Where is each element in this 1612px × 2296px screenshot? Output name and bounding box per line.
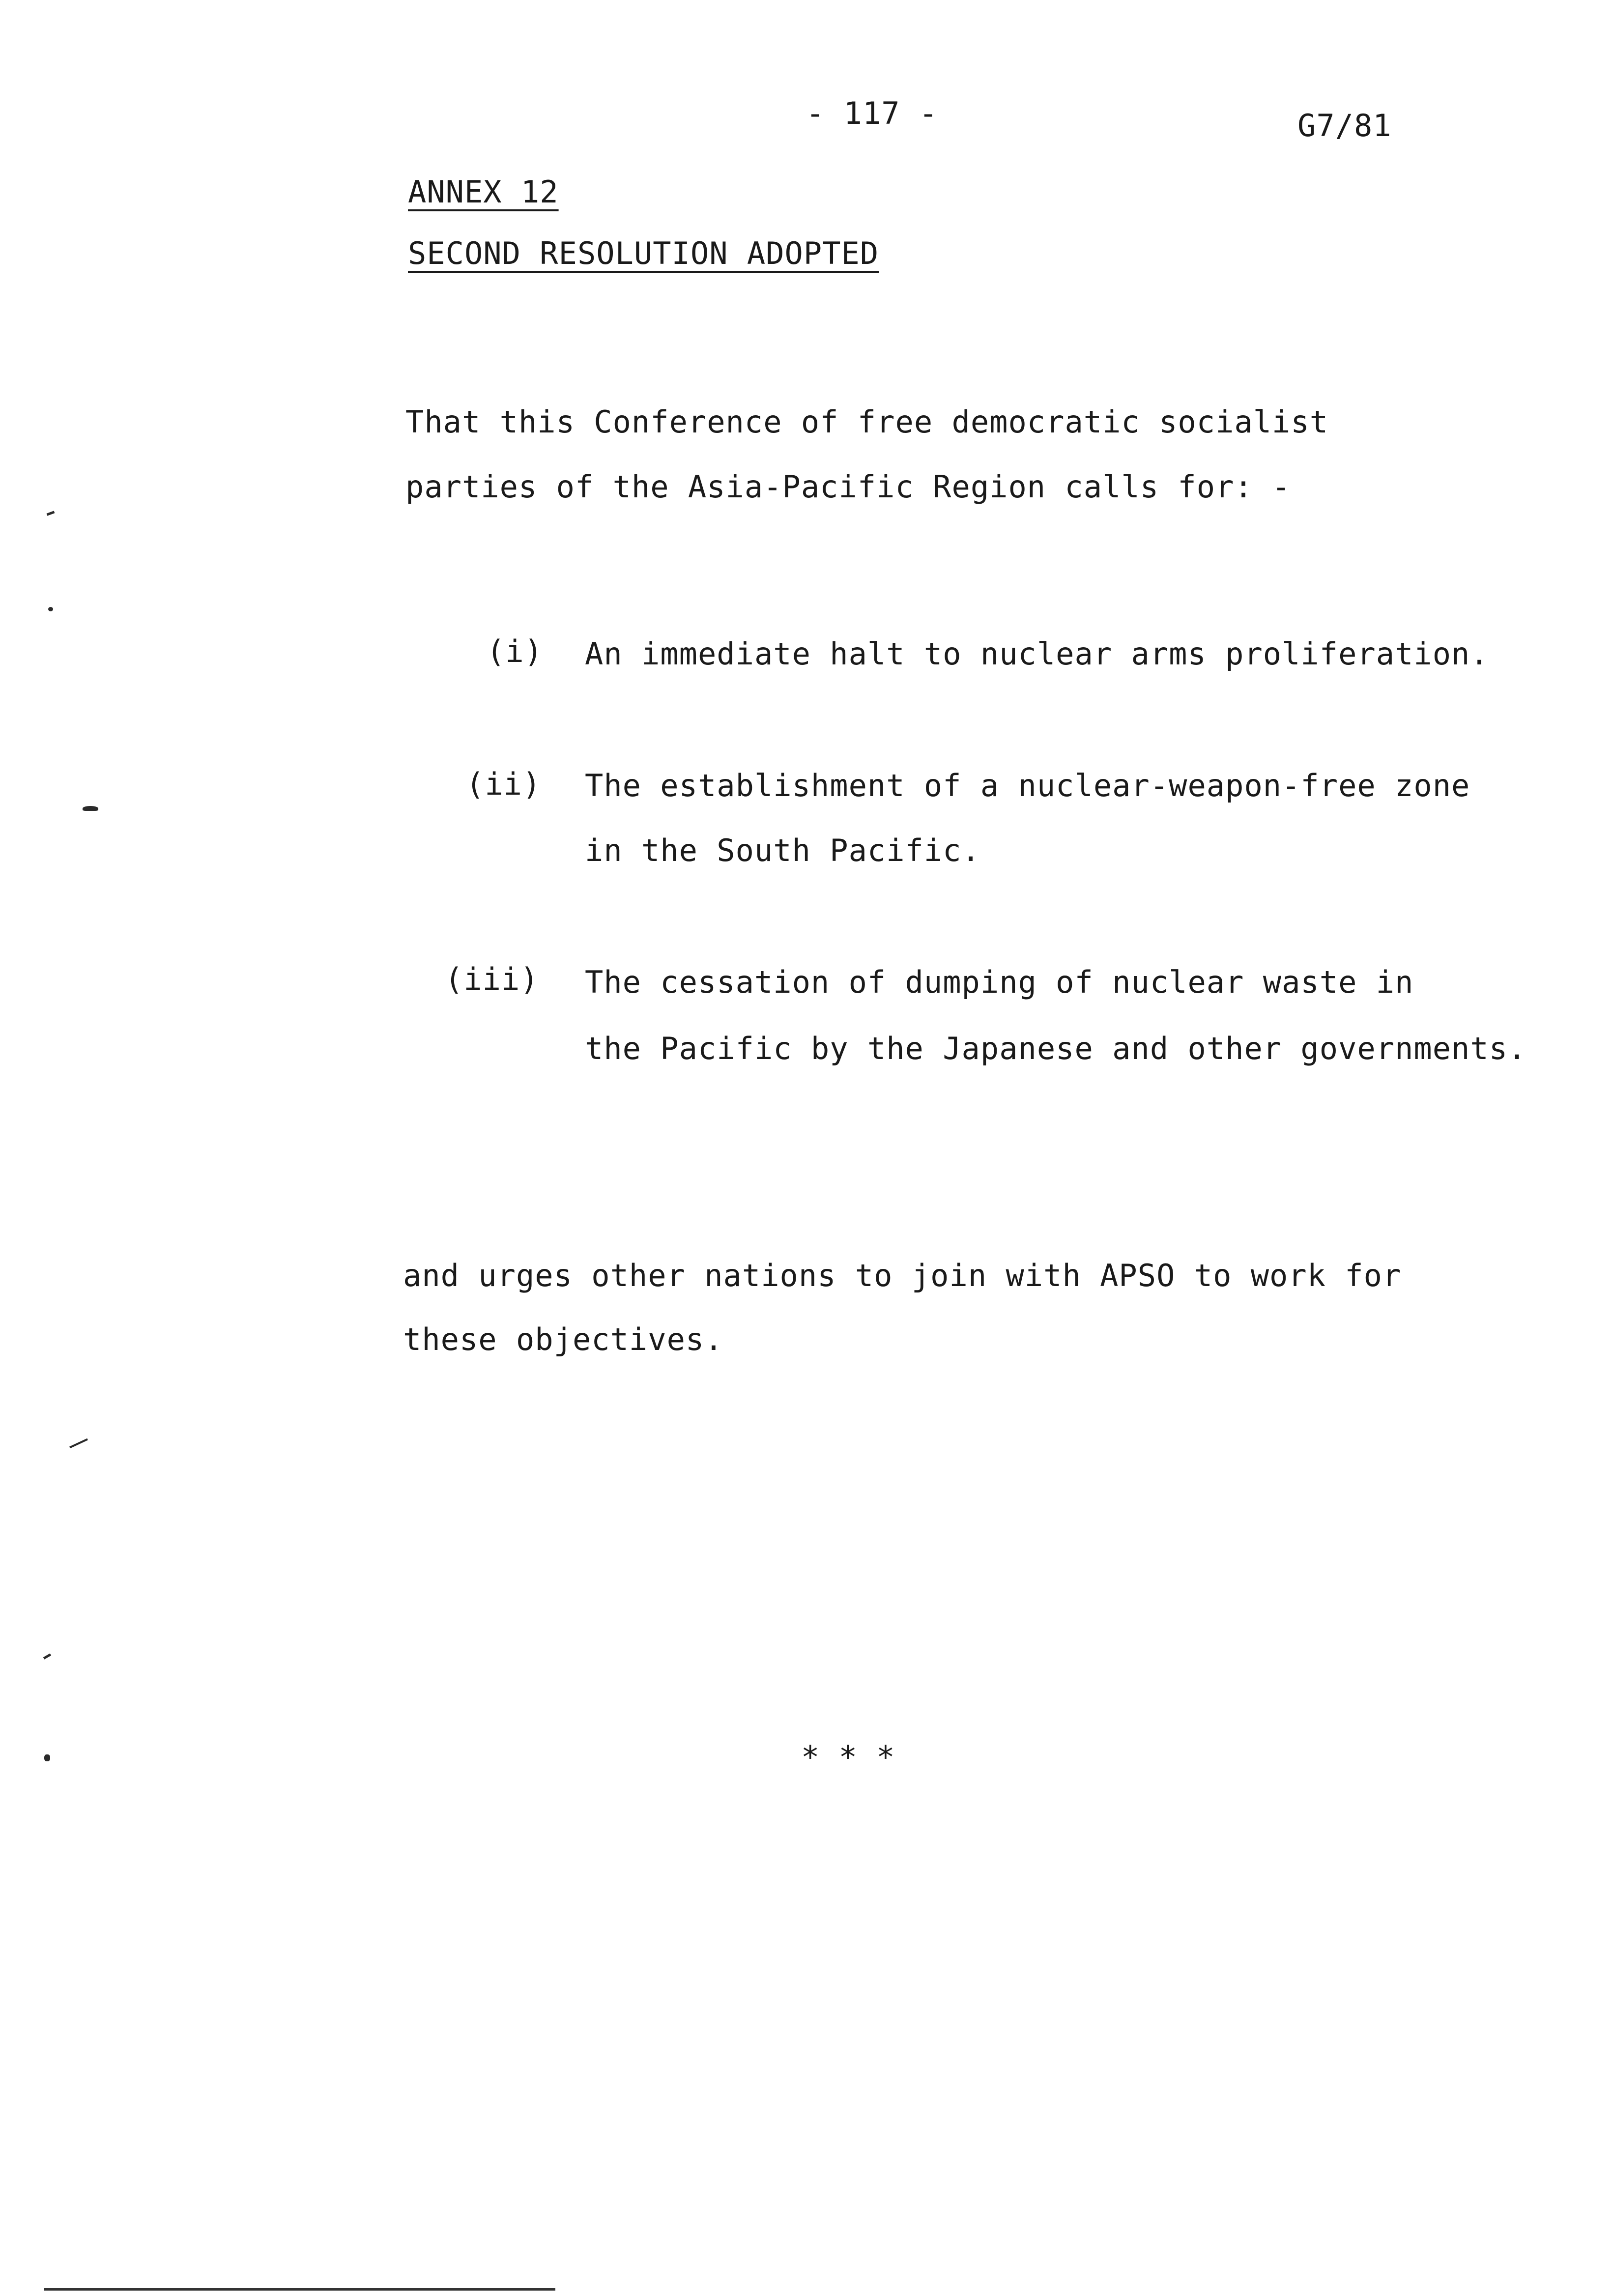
item-text-line: An immediate halt to nuclear arms proliferation. (585, 636, 1489, 672)
item-number: (iii) (445, 961, 539, 997)
document-code: G7/81 (1297, 108, 1392, 144)
scan-speck (44, 1754, 50, 1761)
end-marker: * * * (801, 1739, 895, 1775)
annex-label: ANNEX 12 (408, 174, 559, 210)
item-text-line: The establishment of a nuclear-weapon-free zone (585, 768, 1470, 804)
scan-speck (48, 607, 53, 611)
item-text-line: The cessation of dumping of nuclear waste in (585, 964, 1414, 1000)
scan-speck (47, 511, 55, 516)
closing-line-1: and urges other nations to join with APSO to work for (403, 1258, 1402, 1293)
scan-speck (83, 806, 98, 811)
item-number: (ii) (466, 766, 542, 802)
item-text-line: the Pacific by the Japanese and other governments. (585, 1031, 1527, 1066)
item-text-line: in the South Pacific. (585, 832, 980, 868)
intro-line-2: parties of the Asia-Pacific Region calls for: - (405, 469, 1291, 505)
page-number: - 117 - (806, 95, 938, 131)
resolution-title: SECOND RESOLUTION ADOPTED (408, 235, 879, 271)
closing-line-2: these objectives. (403, 1321, 723, 1357)
bottom-rule (44, 2288, 555, 2291)
scan-speck (69, 1438, 88, 1449)
item-number: (i) (487, 633, 543, 669)
scan-speck (43, 1653, 51, 1659)
intro-line-1: That this Conference of free democratic socialist (405, 404, 1329, 440)
